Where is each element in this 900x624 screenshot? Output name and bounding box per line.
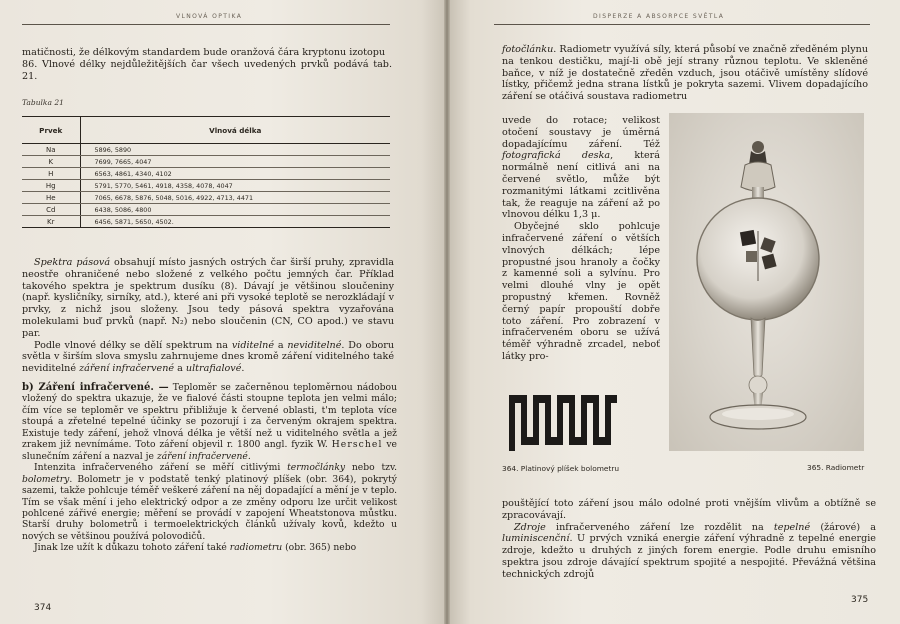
paragraph-intro xyxy=(22,47,392,82)
paragraph-after-figures xyxy=(502,498,876,581)
sources-mid: infračerveného záření lze rozdělit na xyxy=(545,521,774,533)
wavelength-values: 6456, 5871, 5650, 4502. xyxy=(80,216,390,228)
intensity-start: Intenzita infračerveného záření se měří citlivými xyxy=(34,462,288,474)
section-body: Teploměr se začerněnou teploměrnou nádobou vložený do spektra ukazuje, že ve fialové části stoupne teplota jen velmi málo; čím více se teploměr ve spektru přibližuje k červené oblasti, t'm teplota více stoupá a zřetelné tepelné účinky se pozorují i za červeným okrajem spektra. Existuje tedy záření, jehož vlnová délka je větší než u viditelného světla a jež zrakem již nevnímáme. Toto záření objevil r. 1800 angl. fyzik W. xyxy=(22,382,397,451)
division-and: a xyxy=(274,339,288,351)
running-head-right: DISPERZE A ABSORPCE SVĚTLA xyxy=(593,13,725,20)
wavelength-values: 7065, 6678, 5876, 5048, 5016, 4922, 4713, 4471 xyxy=(80,192,390,204)
section-infrared xyxy=(22,382,397,554)
paragraph-spectrum-division xyxy=(22,340,394,375)
wavelength-values: 6563, 4861, 4340, 4102 xyxy=(80,168,390,180)
table-row xyxy=(22,180,390,192)
continuation-text: pouštějící toto záření jsou málo odolné proti vnějším vlivům a obtížně se zpracovávají. xyxy=(502,498,876,521)
upper-neck xyxy=(741,162,775,191)
element-symbol: He xyxy=(22,192,80,204)
element-symbol: K xyxy=(22,156,80,168)
term-sources: Zdroje xyxy=(514,521,546,533)
division-end: . xyxy=(241,363,245,375)
rotation-end: , která normálně není citlivá ani na červené světlo, může být rozmanitými látkami zcitlivěna tak, že reaguje na záření až po vlnovou délku 1,3 μ. xyxy=(502,150,660,221)
wavelength-table xyxy=(22,116,390,228)
division-text-mid: . Do oboru světla v širším slova smyslu zahrnujeme dnes kromě záření viditelného také neviditelné xyxy=(22,339,395,375)
radiometer-end: (obr. 365) nebo xyxy=(282,542,357,554)
sources-rest: . U prvých vzniká energie záření výhradně z tepelné energie zdroje, kdežto u druhých z jiných forem energie. Podle druhu emisního spektra jsou zdroje dávající spektrum spojité a nespojité. Převážná většina technických zdrojů xyxy=(502,533,876,580)
table-header-row xyxy=(22,117,390,144)
figure-364-caption: 364. Platinový plíšek bolometru xyxy=(502,464,620,473)
page-number-left: 374 xyxy=(34,603,52,613)
wavelength-values: 7699, 7665, 4047 xyxy=(80,156,390,168)
paragraph-glass: Obyčejné sklo pohlcuje infračervené záření o větších vlnových délkách; lépe propustné jsou hranoly a čočky z kamenné soli a sylvínu. Pro velmi dlouhé vlny je opět propustný křemen. Rovněž černý papír propouští dobře toto záření. Pro zobrazení v infračerveném oboru se užívá téměř výhradně zrcadel, neboť látky pro- xyxy=(502,221,660,362)
vane xyxy=(746,251,757,262)
stem-knot xyxy=(749,376,767,394)
column-text xyxy=(502,115,660,363)
division-text-start: Podle vlnové délky se dělí spektrum na xyxy=(34,339,232,351)
table-row xyxy=(22,168,390,180)
col-header-element: Prvek xyxy=(22,117,80,144)
wavelength-values: 5791, 5770, 5461, 4918, 4358, 4078, 4047 xyxy=(80,180,390,192)
paragraph-radiometer-desc xyxy=(502,44,868,103)
radiometer-desc-text: . Radiometr využívá síly, která působí ve značně zředěném plynu na tenkou destičku, mají-li obě její strany různou teplotu. Ve skleněné baňce, v níž je dostatečně zředěn vzduch, jsou otáčivě umístěny slídové lístky, přičemž jedna strana lístků je pokryta sazemi. Vlivem dopadajícího záření se otáčivá soustava radiometru xyxy=(502,44,868,103)
element-symbol: Na xyxy=(22,144,80,156)
element-symbol: Cd xyxy=(22,204,80,216)
table-row xyxy=(22,156,390,168)
term-ultraviolet: ultrafialové xyxy=(185,363,242,375)
section-tail: ve slunečním záření a nazval je xyxy=(22,439,397,462)
element-symbol: H xyxy=(22,168,80,180)
table-caption: Tabulka 21 xyxy=(22,98,64,107)
term-radiometer: radiometru xyxy=(229,542,283,554)
header-rule-right xyxy=(494,24,870,25)
book-gutter xyxy=(444,0,450,624)
intro-line-2: 86. Vlnové délky nejdůležitějších čar všech uvedených prvků podává tab. 21. xyxy=(22,58,392,82)
bolometer-strip-shape xyxy=(509,395,617,451)
paragraph-band-spectra xyxy=(22,257,394,375)
term-luminescent: luminiscenční xyxy=(502,533,570,545)
sources-paren: (žárové) a xyxy=(810,521,876,533)
wavelength-values: 6438, 5086, 4800 xyxy=(80,204,390,216)
term-thermal: tepelné xyxy=(773,521,811,533)
wavelength-values: 5896, 5890 xyxy=(80,144,390,156)
radiometer-start: Jinak lze užít k důkazu tohoto záření také xyxy=(34,542,230,554)
header-rule-left xyxy=(22,24,390,25)
bolometer-figure xyxy=(509,393,617,451)
division-and-2: a xyxy=(174,363,186,375)
figure-365-caption: 365. Radiometr xyxy=(807,463,865,472)
radiometer-illustration xyxy=(669,113,864,451)
term-invisible: neviditelné xyxy=(287,339,342,351)
section-end: . xyxy=(247,450,251,462)
term-photocell: fotočlánku xyxy=(502,44,554,55)
band-spectra-text: obsahují místo jasných ostrých čar širší pruhy, zpravidla neostře ohraničené nebo složené z velkého počtu jemných čar. Příklad takového spektra je spektrum dusíku (8). Dávají je většinou sloučeniny (např. kysličníky, sirníky, atd.), které ani při vysoké teplotě se nerozkládají v prvky, z nichž jsou složeny. Jsou tedy pásová spektra vyzařována molekulami buď prvků (např. N₂) nebo sloučenin (CN, CO apod.) ve stavu par. xyxy=(22,257,394,339)
name-herschel: Herschel xyxy=(331,439,383,451)
term-visible: viditelné xyxy=(231,339,275,351)
table-row xyxy=(22,144,390,156)
term-thermocouples: termočlánky xyxy=(287,462,346,474)
term-infrared: záření infračervené xyxy=(79,363,175,375)
element-symbol: Hg xyxy=(22,180,80,192)
rotation-start: uvede do rotace; velikost otočení soustavy je úměrná dopadajícímu záření. Též xyxy=(502,115,660,150)
page-number-right: 375 xyxy=(851,595,869,605)
top-knob xyxy=(752,141,764,153)
table-row xyxy=(22,204,390,216)
paragraph-radiometer xyxy=(22,542,397,553)
lower-stem xyxy=(751,318,765,377)
paragraph-intensity xyxy=(22,462,397,542)
term-photographic-plate: fotografická deska xyxy=(502,150,611,162)
running-head-left: VLNOVÁ OPTIKA xyxy=(176,13,243,20)
paragraph-sources xyxy=(502,522,876,581)
table-row xyxy=(22,192,390,204)
radiometer-photo xyxy=(669,113,864,451)
left-page xyxy=(0,0,448,624)
paragraph-rotation xyxy=(502,115,660,221)
term-band-spectra: Spektra pásová xyxy=(34,257,111,268)
term-bolometers: bolometry xyxy=(22,473,70,485)
intro-line-1: matičnosti, že délkovým standardem bude oranžová čára kryptonu izotopu xyxy=(22,47,386,58)
vane xyxy=(740,230,756,246)
intensity-or: nebo tzv. xyxy=(345,462,397,474)
col-header-wavelength: Vlnová délka xyxy=(80,117,390,144)
base-highlight xyxy=(722,408,794,420)
element-symbol: Kr xyxy=(22,216,80,228)
intensity-rest: . Bolometr je v podstatě tenký platinový plíšek (obr. 364), pokrytý sazemi, takže pohlcuje téměř veškeré záření na něj dopadající a mění je v teplo. Tím se však mění i jeho elektrický odpor a ze změny odporu lze určit velikost pohlcené zářivé energie; měření se provádí v zapojení Wheatstonova můstku. Starší druhy bolometrů i termoelektrických článků užívaly kovů, kdežto u nových se většinou používá polovodičů. xyxy=(22,473,397,542)
term-infrared-radiation: záření infračervené xyxy=(156,450,248,462)
table-row xyxy=(22,216,390,228)
section-heading: b) Záření infračervené. — xyxy=(22,382,169,393)
